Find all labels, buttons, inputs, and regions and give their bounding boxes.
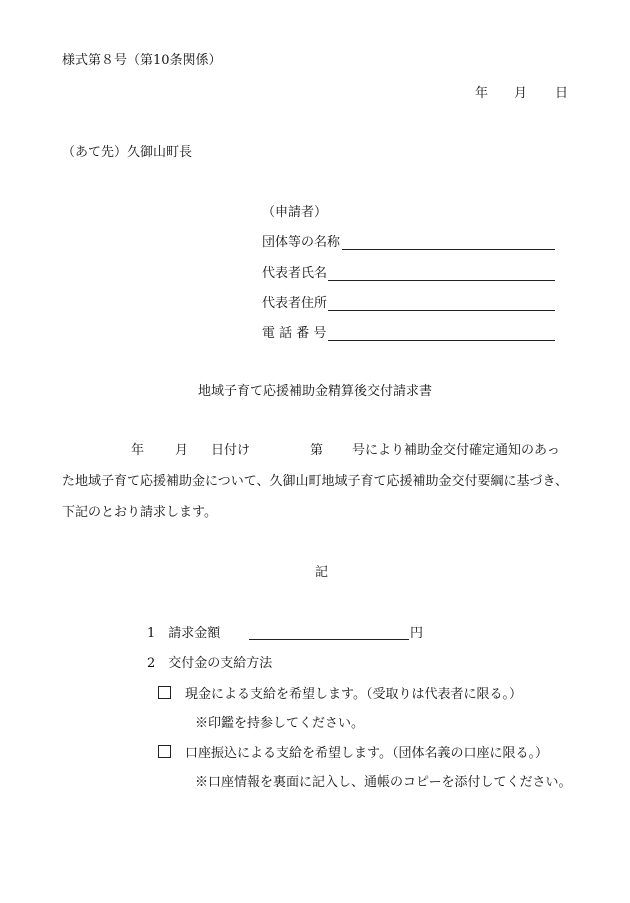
request-amount-field[interactable] xyxy=(249,639,409,640)
applicant-heading: （申請者） xyxy=(262,205,328,220)
addressee: （あて先）久御山町長 xyxy=(62,145,193,160)
date-month-label: 月 xyxy=(514,86,528,101)
body-dai: 第 xyxy=(310,443,324,458)
body-year: 年 xyxy=(131,443,145,458)
phone-field[interactable] xyxy=(328,340,555,341)
date-day-label: 日 xyxy=(555,86,569,101)
option-transfer-text: 口座振込による支給を希望します。（団体名義の口座に限る。） xyxy=(185,746,548,761)
rep-name-label: 代表者氏名 xyxy=(262,266,328,281)
body-line1-rest: 号により補助金交付確定通知のあっ xyxy=(352,443,560,458)
request-amount-unit: 円 xyxy=(410,626,424,641)
date-year-label: 年 xyxy=(475,86,489,101)
body-dated: 日付け xyxy=(211,443,251,458)
rep-address-label: 代表者住所 xyxy=(262,296,328,311)
document-title: 地域子育て応援補助金精算後交付請求書 xyxy=(197,384,432,399)
body-month: 月 xyxy=(175,443,189,458)
payment-method-label: 2 交付金の支給方法 xyxy=(147,656,273,671)
cash-checkbox[interactable] xyxy=(158,686,171,699)
option-cash-row xyxy=(158,686,522,703)
rep-address-field[interactable] xyxy=(328,310,555,311)
body-line2: た地域子育て応援補助金について、久御山町地域子育て応援補助金交付要綱に基づき、 xyxy=(62,474,568,489)
form-number: 様式第８号（第10条関係） xyxy=(62,53,222,68)
org-name-field[interactable] xyxy=(342,249,555,250)
option-cash-text: 現金による支給を希望します。（受取りは代表者に限る。） xyxy=(185,687,522,702)
option-cash-note: ※印鑑を持参してください。 xyxy=(195,716,365,731)
option-transfer-row xyxy=(158,745,548,762)
request-amount-label: 1 請求金額 xyxy=(147,626,221,641)
transfer-checkbox[interactable] xyxy=(158,745,171,758)
body-line3: 下記のとおり請求します。 xyxy=(62,505,217,520)
phone-label: 電 話 番 号 xyxy=(262,326,327,341)
rep-name-field[interactable] xyxy=(328,280,555,281)
org-name-label: 団体等の名称 xyxy=(262,235,341,250)
option-transfer-note: ※口座情報を裏面に記入し、通帳のコピーを添付してください。 xyxy=(195,775,572,790)
ki-heading: 記 xyxy=(315,565,329,580)
